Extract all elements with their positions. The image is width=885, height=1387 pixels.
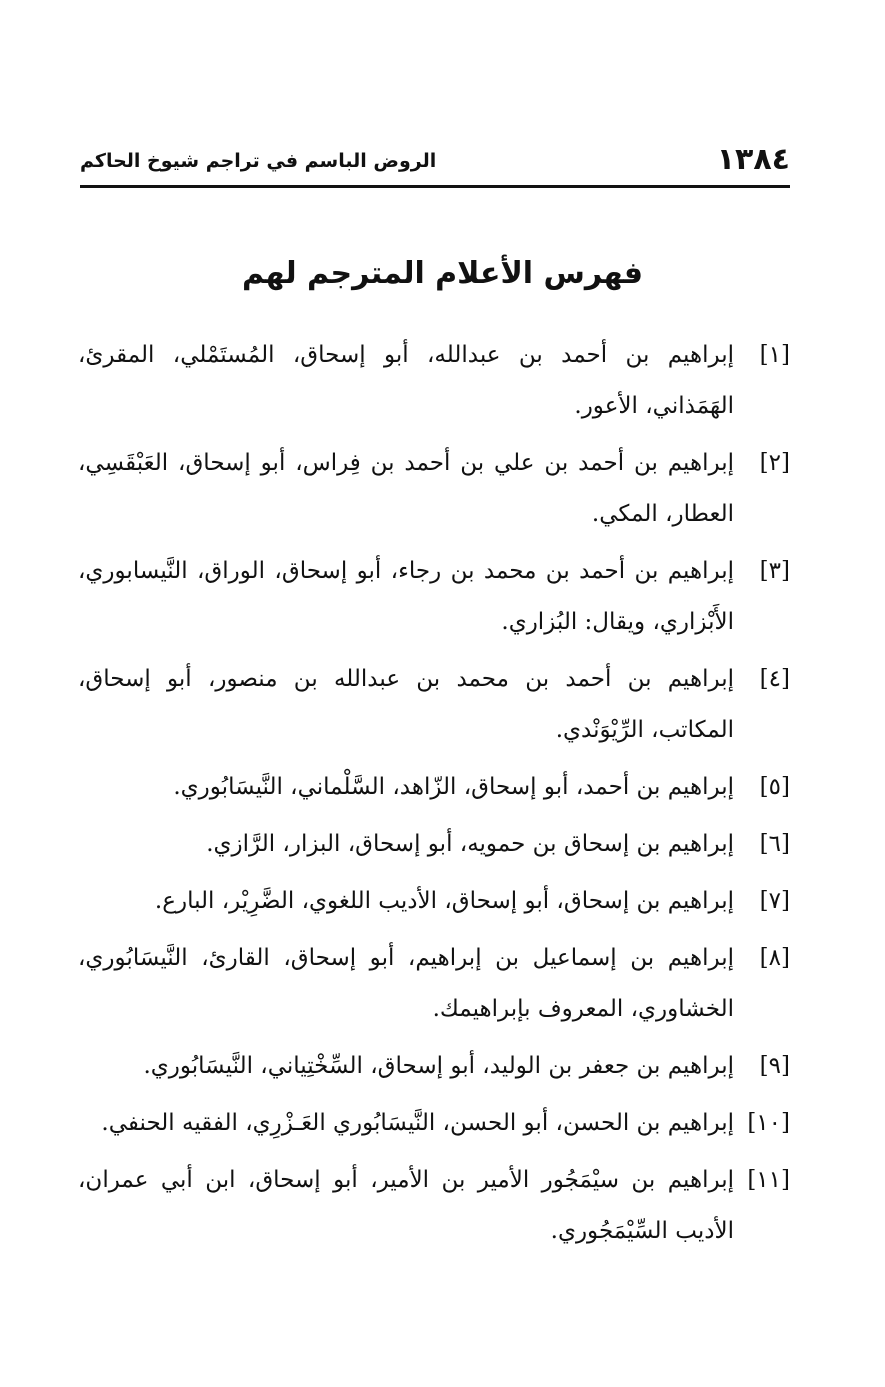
index-entry-7 [78, 876, 790, 927]
index-entry-11 [78, 1155, 790, 1257]
entry-text: إبراهيم بن جعفر بن الوليد، أبو إسحاق، السِّخْتِياني، النَّيسَابُوري. [143, 1053, 734, 1079]
index-entries [78, 330, 790, 1263]
header-divider [80, 185, 790, 188]
running-header [80, 142, 790, 184]
entry-number: [٦] [759, 831, 790, 857]
entry-text: إبراهيم بن أحمد بن محمد بن عبدالله بن منصور، أبو إسحاق، المكاتب، الرِّيْوَنْدي. [78, 666, 734, 743]
entry-number: [٩] [759, 1053, 790, 1079]
entry-number: [١٠] [747, 1110, 790, 1136]
entry-text: إبراهيم بن أحمد بن علي بن أحمد بن فِراس، أبو إسحاق، العَبْقَسِي، العطار، المكي. [78, 450, 734, 527]
entry-text: إبراهيم بن أحمد بن عبدالله، أبو إسحاق، المُستَمْلي، المقرئ، الهَمَذاني، الأعور. [78, 342, 734, 419]
index-entry-9 [78, 1041, 790, 1092]
entry-number: [٤] [759, 666, 790, 692]
entry-text: إبراهيم بن سيْمَجُور الأمير بن الأمير، أبو إسحاق، ابن أبي عمران، الأديب السِّيْمَجُوري. [78, 1167, 734, 1244]
entry-number: [٧] [759, 888, 790, 914]
entry-text: إبراهيم بن أحمد بن محمد بن رجاء، أبو إسحاق، الوراق، النَّيسابوري، الأَبْزاري، ويقال: البُزاري. [78, 558, 734, 635]
entry-text: إبراهيم بن إسحاق بن حمويه، أبو إسحاق، البزار، الرَّازي. [206, 831, 734, 857]
book-title: الروض الباسم في تراجم شيوخ الحاكم [80, 150, 437, 172]
index-title: فهرس الأعلام المترجم لهم [241, 256, 644, 291]
entry-text: إبراهيم بن أحمد، أبو إسحاق، الزّاهد، السَّلْماني، النَّيسَابُوري. [173, 774, 734, 800]
index-entry-2 [78, 438, 790, 540]
index-entry-6 [78, 819, 790, 870]
entry-text: إبراهيم بن إسحاق، أبو إسحاق، الأديب اللغوي، الضَّرِيْر، البارع. [154, 888, 734, 914]
entry-number: [٢] [759, 450, 790, 476]
entry-number: [٨] [759, 945, 790, 971]
index-entry-4 [78, 654, 790, 756]
entry-number: [١١] [747, 1167, 790, 1193]
entry-text: إبراهيم بن الحسن، أبو الحسن، النَّيسَابُوري العَـزْرِي، الفقيه الحنفي. [101, 1110, 734, 1136]
index-entry-3 [78, 546, 790, 648]
index-entry-10 [78, 1098, 790, 1149]
index-entry-1 [78, 330, 790, 432]
entry-number: [٣] [759, 558, 790, 584]
entry-number: [١] [759, 342, 790, 368]
index-entry-5 [78, 762, 790, 813]
entry-number: [٥] [759, 774, 790, 800]
page-number: ١٣٨٤ [716, 142, 790, 177]
index-entry-8 [78, 933, 790, 1035]
entry-text: إبراهيم بن إسماعيل بن إبراهيم، أبو إسحاق، القارئ، النَّيسَابُوري، الخشاوري، المعروف بإبراهيمك. [78, 945, 734, 1022]
